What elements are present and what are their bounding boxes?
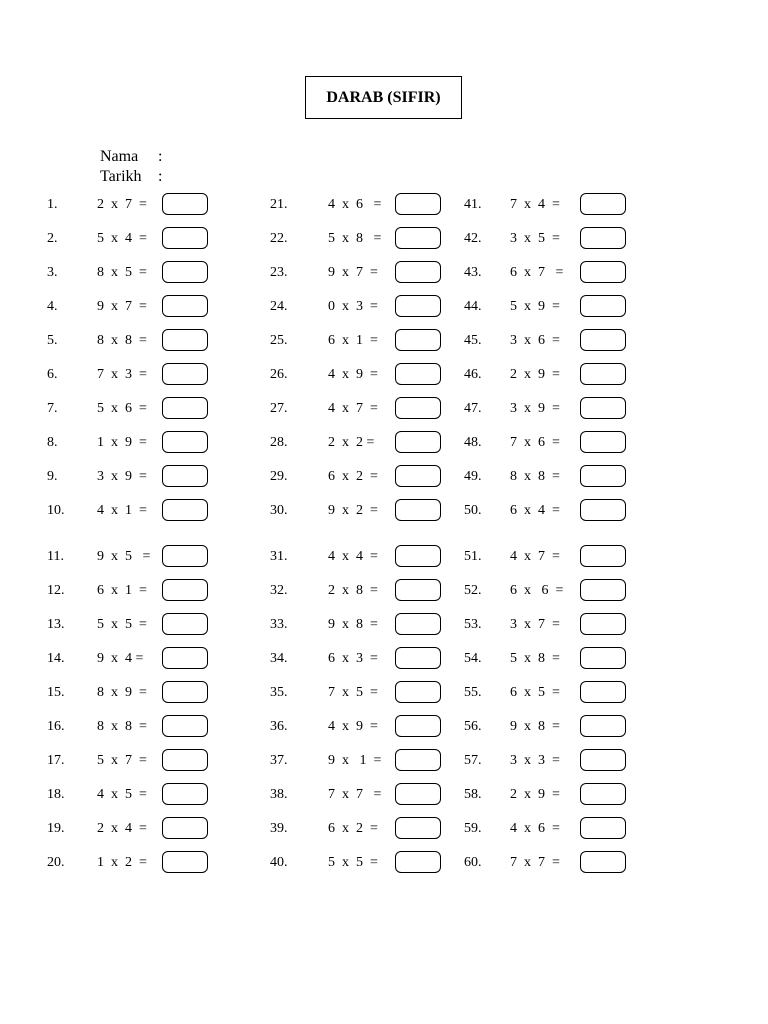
question-number: 11. <box>47 549 64 564</box>
answer-box[interactable] <box>580 431 626 453</box>
question-number: 25. <box>270 333 288 348</box>
question-number: 47. <box>464 401 482 416</box>
question-number: 26. <box>270 367 288 382</box>
question-number: 18. <box>47 787 65 802</box>
answer-box[interactable] <box>162 579 208 601</box>
answer-box[interactable] <box>580 749 626 771</box>
question-number: 50. <box>464 503 482 518</box>
answer-box[interactable] <box>395 545 441 567</box>
question-item <box>464 579 630 603</box>
worksheet-title: DARAB (SIFIR) <box>305 76 462 119</box>
question-item <box>270 681 445 705</box>
question-expression: 5 x 5 = <box>97 617 147 632</box>
question-number: 16. <box>47 719 65 734</box>
question-number: 48. <box>464 435 482 450</box>
question-expression: 9 x 4 = <box>97 651 144 666</box>
question-item <box>47 783 212 807</box>
question-item <box>47 545 212 569</box>
question-item <box>464 749 630 773</box>
question-expression: 6 x 1 = <box>328 333 378 348</box>
answer-box[interactable] <box>162 783 208 805</box>
question-item <box>270 817 445 841</box>
question-number: 36. <box>270 719 288 734</box>
answer-box[interactable] <box>580 363 626 385</box>
question-expression: 4 x 5 = <box>97 787 147 802</box>
answer-box[interactable] <box>395 363 441 385</box>
answer-box[interactable] <box>395 715 441 737</box>
question-number: 34. <box>270 651 288 666</box>
question-number: 57. <box>464 753 482 768</box>
answer-box[interactable] <box>580 261 626 283</box>
question-expression: 5 x 8 = <box>328 231 382 246</box>
question-expression: 0 x 3 = <box>328 299 378 314</box>
answer-box[interactable] <box>395 851 441 873</box>
question-item <box>464 261 630 285</box>
question-expression: 5 x 8 = <box>510 651 560 666</box>
answer-box[interactable] <box>395 579 441 601</box>
question-expression: 8 x 9 = <box>97 685 147 700</box>
question-item <box>270 397 445 421</box>
question-item <box>464 431 630 455</box>
question-item <box>47 329 212 353</box>
question-expression: 9 x 7 = <box>328 265 378 280</box>
answer-box[interactable] <box>580 227 626 249</box>
question-item <box>47 749 212 773</box>
question-number: 49. <box>464 469 482 484</box>
question-number: 13. <box>47 617 65 632</box>
question-item <box>270 227 445 251</box>
question-expression: 1 x 9 = <box>97 435 147 450</box>
question-number: 53. <box>464 617 482 632</box>
question-expression: 7 x 3 = <box>97 367 147 382</box>
answer-box[interactable] <box>395 295 441 317</box>
question-expression: 3 x 9 = <box>510 401 560 416</box>
question-number: 24. <box>270 299 288 314</box>
question-expression: 5 x 6 = <box>97 401 147 416</box>
question-expression: 7 x 7 = <box>510 855 560 870</box>
question-expression: 6 x 7 = <box>510 265 564 280</box>
question-number: 39. <box>270 821 288 836</box>
question-item <box>270 783 445 807</box>
question-expression: 4 x 1 = <box>97 503 147 518</box>
question-item <box>47 499 212 523</box>
question-number: 30. <box>270 503 288 518</box>
name-label: Nama <box>100 148 139 165</box>
question-expression: 4 x 7 = <box>510 549 560 564</box>
question-item <box>47 227 212 251</box>
answer-box[interactable] <box>395 499 441 521</box>
answer-box[interactable] <box>162 397 208 419</box>
question-number: 10. <box>47 503 65 518</box>
question-expression: 5 x 4 = <box>97 231 147 246</box>
question-item <box>47 431 212 455</box>
question-number: 8. <box>47 435 58 450</box>
question-number: 45. <box>464 333 482 348</box>
answer-box[interactable] <box>395 613 441 635</box>
question-number: 46. <box>464 367 482 382</box>
question-item <box>270 329 445 353</box>
question-expression: 4 x 6 = <box>328 197 382 212</box>
answer-box[interactable] <box>395 783 441 805</box>
answer-box[interactable] <box>162 647 208 669</box>
question-item <box>464 329 630 353</box>
answer-box[interactable] <box>580 851 626 873</box>
question-number: 27. <box>270 401 288 416</box>
question-expression: 7 x 4 = <box>510 197 560 212</box>
question-expression: 1 x 2 = <box>97 855 147 870</box>
answer-box[interactable] <box>162 817 208 839</box>
question-expression: 2 x 7 = <box>97 197 147 212</box>
question-number: 12. <box>47 583 65 598</box>
question-number: 3. <box>47 265 58 280</box>
question-number: 31. <box>270 549 288 564</box>
answer-box[interactable] <box>162 681 208 703</box>
question-item <box>464 363 630 387</box>
question-item <box>47 465 212 489</box>
answer-box[interactable] <box>580 647 626 669</box>
question-number: 40. <box>270 855 288 870</box>
answer-box[interactable] <box>395 431 441 453</box>
question-number: 17. <box>47 753 65 768</box>
question-number: 6. <box>47 367 58 382</box>
question-expression: 8 x 8 = <box>97 333 147 348</box>
answer-box[interactable] <box>395 193 441 215</box>
question-item <box>47 715 212 739</box>
question-item <box>270 851 445 875</box>
question-expression: 5 x 9 = <box>510 299 560 314</box>
answer-box[interactable] <box>580 545 626 567</box>
question-number: 32. <box>270 583 288 598</box>
question-item <box>47 261 212 285</box>
answer-box[interactable] <box>580 295 626 317</box>
answer-box[interactable] <box>395 227 441 249</box>
answer-box[interactable] <box>162 295 208 317</box>
answer-box[interactable] <box>580 397 626 419</box>
answer-box[interactable] <box>580 329 626 351</box>
question-expression: 8 x 8 = <box>97 719 147 734</box>
question-number: 28. <box>270 435 288 450</box>
answer-box[interactable] <box>162 465 208 487</box>
question-number: 54. <box>464 651 482 666</box>
date-field <box>92 147 162 187</box>
question-item <box>47 647 212 671</box>
question-item <box>47 397 212 421</box>
answer-box[interactable] <box>395 647 441 669</box>
date-label: Tarikh <box>100 168 142 185</box>
answer-box[interactable] <box>162 329 208 351</box>
answer-box[interactable] <box>580 783 626 805</box>
question-item <box>270 261 445 285</box>
question-number: 22. <box>270 231 288 246</box>
question-number: 44. <box>464 299 482 314</box>
question-item <box>464 783 630 807</box>
question-expression: 3 x 6 = <box>510 333 560 348</box>
question-item <box>464 613 630 637</box>
question-expression: 9 x 1 = <box>328 753 382 768</box>
answer-box[interactable] <box>395 817 441 839</box>
question-number: 19. <box>47 821 65 836</box>
question-expression: 9 x 8 = <box>510 719 560 734</box>
question-item <box>270 193 445 217</box>
question-item <box>47 613 212 637</box>
question-expression: 3 x 7 = <box>510 617 560 632</box>
question-number: 15. <box>47 685 65 700</box>
question-number: 60. <box>464 855 482 870</box>
question-number: 38. <box>270 787 288 802</box>
question-number: 56. <box>464 719 482 734</box>
question-expression: 4 x 7 = <box>328 401 378 416</box>
question-expression: 6 x 1 = <box>97 583 147 598</box>
answer-box[interactable] <box>162 261 208 283</box>
question-expression: 9 x 5 = <box>97 549 151 564</box>
question-expression: 3 x 5 = <box>510 231 560 246</box>
question-expression: 8 x 8 = <box>510 469 560 484</box>
question-expression: 4 x 4 = <box>328 549 378 564</box>
question-expression: 6 x 5 = <box>510 685 560 700</box>
answer-box[interactable] <box>162 499 208 521</box>
question-expression: 3 x 9 = <box>97 469 147 484</box>
question-number: 59. <box>464 821 482 836</box>
question-number: 1. <box>47 197 58 212</box>
question-number: 43. <box>464 265 482 280</box>
question-item <box>464 715 630 739</box>
question-expression: 4 x 9 = <box>328 367 378 382</box>
question-expression: 6 x 3 = <box>328 651 378 666</box>
question-expression: 6 x 4 = <box>510 503 560 518</box>
question-item <box>47 579 212 603</box>
question-item <box>464 295 630 319</box>
question-item <box>464 851 630 875</box>
question-item <box>464 545 630 569</box>
answer-box[interactable] <box>395 465 441 487</box>
answer-box[interactable] <box>162 715 208 737</box>
question-item <box>270 465 445 489</box>
answer-box[interactable] <box>162 363 208 385</box>
question-expression: 7 x 7 = <box>328 787 382 802</box>
question-number: 5. <box>47 333 58 348</box>
question-number: 21. <box>270 197 288 212</box>
question-item <box>464 397 630 421</box>
question-number: 42. <box>464 231 482 246</box>
question-expression: 7 x 6 = <box>510 435 560 450</box>
question-item <box>464 817 630 841</box>
question-item <box>47 817 212 841</box>
question-item <box>47 851 212 875</box>
answer-box[interactable] <box>162 613 208 635</box>
question-expression: 2 x 4 = <box>97 821 147 836</box>
question-number: 7. <box>47 401 58 416</box>
question-number: 29. <box>270 469 288 484</box>
answer-box[interactable] <box>580 193 626 215</box>
answer-box[interactable] <box>395 329 441 351</box>
question-number: 51. <box>464 549 482 564</box>
question-number: 52. <box>464 583 482 598</box>
question-item <box>47 681 212 705</box>
answer-box[interactable] <box>580 613 626 635</box>
question-expression: 6 x 2 = <box>328 821 378 836</box>
question-number: 33. <box>270 617 288 632</box>
question-number: 14. <box>47 651 65 666</box>
question-item <box>270 647 445 671</box>
question-number: 4. <box>47 299 58 314</box>
question-item <box>464 193 630 217</box>
question-expression: 9 x 8 = <box>328 617 378 632</box>
date-colon: : <box>158 168 163 185</box>
answer-box[interactable] <box>580 579 626 601</box>
question-expression: 2 x 8 = <box>328 583 378 598</box>
question-expression: 7 x 5 = <box>328 685 378 700</box>
answer-box[interactable] <box>395 749 441 771</box>
question-item <box>47 295 212 319</box>
question-item <box>270 579 445 603</box>
question-expression: 9 x 2 = <box>328 503 378 518</box>
answer-box[interactable] <box>162 545 208 567</box>
question-number: 41. <box>464 197 482 212</box>
question-item <box>464 681 630 705</box>
question-item <box>270 295 445 319</box>
question-item <box>47 193 212 217</box>
question-number: 55. <box>464 685 482 700</box>
answer-box[interactable] <box>162 193 208 215</box>
question-expression: 9 x 7 = <box>97 299 147 314</box>
question-expression: 2 x 9 = <box>510 367 560 382</box>
question-item <box>270 613 445 637</box>
question-expression: 3 x 3 = <box>510 753 560 768</box>
question-number: 2. <box>47 231 58 246</box>
question-expression: 2 x 9 = <box>510 787 560 802</box>
question-number: 37. <box>270 753 288 768</box>
question-item <box>270 545 445 569</box>
answer-box[interactable] <box>580 715 626 737</box>
name-colon: : <box>158 148 163 165</box>
answer-box[interactable] <box>580 499 626 521</box>
question-expression: 8 x 5 = <box>97 265 147 280</box>
question-expression: 5 x 5 = <box>328 855 378 870</box>
question-number: 9. <box>47 469 58 484</box>
question-item <box>464 227 630 251</box>
answer-box[interactable] <box>162 431 208 453</box>
question-expression: 2 x 2 = <box>328 435 375 450</box>
question-item <box>464 647 630 671</box>
question-number: 35. <box>270 685 288 700</box>
answer-box[interactable] <box>395 681 441 703</box>
answer-box[interactable] <box>162 851 208 873</box>
question-item <box>464 465 630 489</box>
question-item <box>270 499 445 523</box>
question-item <box>270 431 445 455</box>
question-item <box>270 363 445 387</box>
question-item <box>270 749 445 773</box>
question-number: 20. <box>47 855 65 870</box>
question-expression: 4 x 9 = <box>328 719 378 734</box>
answer-box[interactable] <box>395 261 441 283</box>
answer-box[interactable] <box>580 465 626 487</box>
question-item <box>464 499 630 523</box>
answer-box[interactable] <box>580 817 626 839</box>
question-item <box>270 715 445 739</box>
answer-box[interactable] <box>162 227 208 249</box>
question-expression: 6 x 2 = <box>328 469 378 484</box>
question-number: 23. <box>270 265 288 280</box>
question-expression: 4 x 6 = <box>510 821 560 836</box>
question-expression: 5 x 7 = <box>97 753 147 768</box>
answer-box[interactable] <box>580 681 626 703</box>
question-number: 58. <box>464 787 482 802</box>
answer-box[interactable] <box>395 397 441 419</box>
answer-box[interactable] <box>162 749 208 771</box>
question-expression: 6 x 6 = <box>510 583 564 598</box>
question-item <box>47 363 212 387</box>
